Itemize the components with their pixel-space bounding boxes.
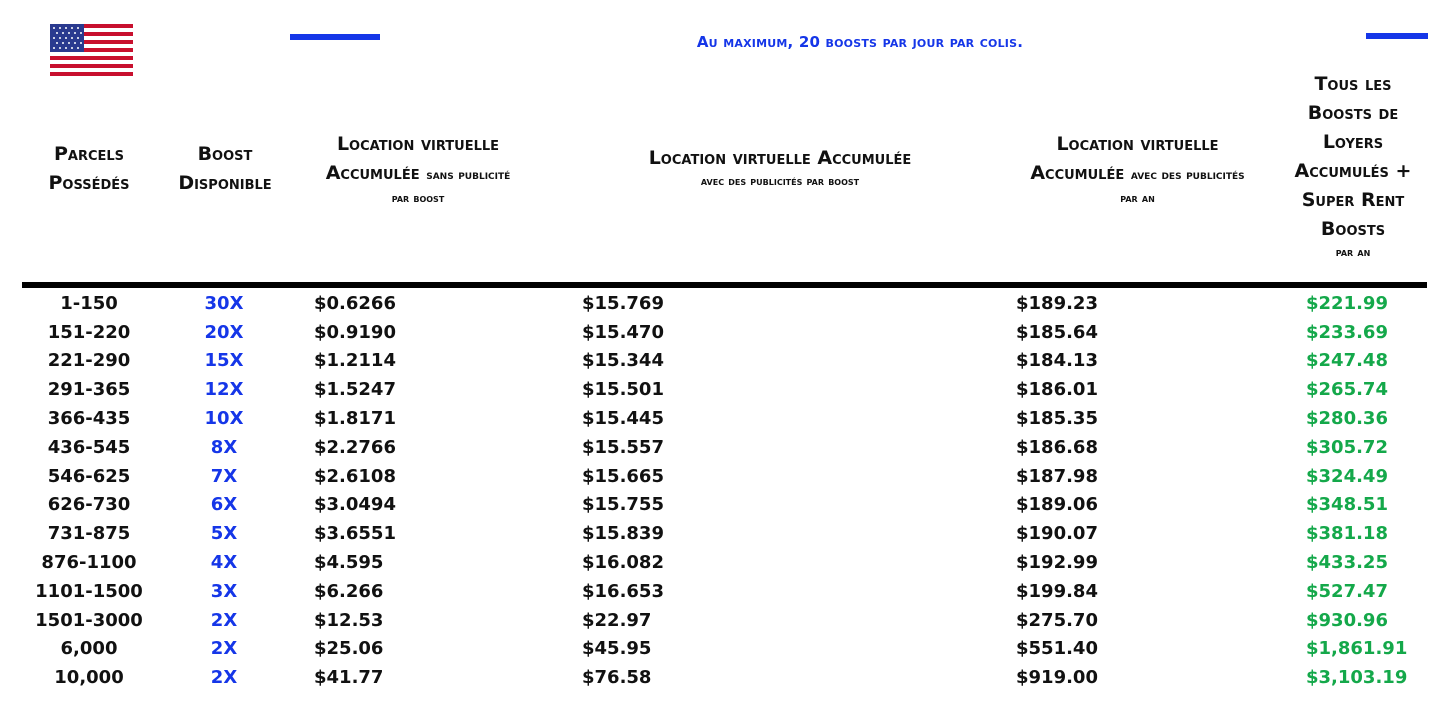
cell-location-ads-year: $186.68 xyxy=(1016,436,1098,458)
header-all-line3: Loyers xyxy=(1322,131,1384,153)
cell-parcels: 1501-3000 xyxy=(35,609,143,631)
header-loc3-inline: avec des publicités xyxy=(1130,168,1245,183)
header-parcels-line1: Parcels xyxy=(53,143,125,165)
cell-location-ads-year: $184.13 xyxy=(1016,350,1098,372)
table-row xyxy=(22,462,1427,491)
rent-table-body xyxy=(22,289,1427,692)
cell-location-ads-year: $199.84 xyxy=(1016,580,1098,602)
cell-boost: 7X xyxy=(210,465,238,487)
header-all-line4: Accumulés + xyxy=(1294,160,1412,182)
cell-location-ads-boost: $15.755 xyxy=(582,494,664,516)
cell-location-no-ads: $1.5247 xyxy=(314,379,396,401)
cell-all-boosts-year: $527.47 xyxy=(1306,580,1388,602)
cell-boost: 20X xyxy=(204,321,244,343)
table-row xyxy=(22,635,1427,664)
header-all-boosts xyxy=(1278,70,1428,260)
cell-parcels: 1101-1500 xyxy=(35,580,143,602)
cell-boost: 8X xyxy=(210,436,238,458)
cell-boost: 6X xyxy=(210,494,238,516)
cell-boost: 15X xyxy=(204,350,244,372)
cell-all-boosts-year: $381.18 xyxy=(1306,523,1388,545)
cell-location-no-ads: $0.9190 xyxy=(314,321,396,343)
cell-location-no-ads: $1.8171 xyxy=(314,408,396,430)
cell-parcels: 291-365 xyxy=(47,379,131,401)
header-loc3-sub: par an xyxy=(1120,191,1155,205)
header-parcels-line2: Possédés xyxy=(48,172,130,194)
cell-location-ads-boost: $15.501 xyxy=(582,379,664,401)
cell-parcels: 546-625 xyxy=(47,465,131,487)
cell-location-no-ads: $41.77 xyxy=(314,667,384,689)
header-parcels xyxy=(22,140,156,198)
cell-boost: 3X xyxy=(210,580,238,602)
cell-all-boosts-year: $1,861.91 xyxy=(1306,638,1408,660)
cell-location-ads-boost: $76.58 xyxy=(582,667,652,689)
cell-location-ads-boost: $16.082 xyxy=(582,552,664,574)
cell-all-boosts-year: $233.69 xyxy=(1306,321,1388,343)
cell-location-ads-year: $185.35 xyxy=(1016,408,1098,430)
header-loc1-line2: Accumulée xyxy=(325,162,420,184)
header-loc1-inline: sans publicité xyxy=(426,168,511,183)
header-boost-line2: Disponible xyxy=(178,172,272,194)
accent-bar-left xyxy=(290,34,380,40)
cell-boost: 2X xyxy=(210,609,238,631)
cell-location-no-ads: $3.6551 xyxy=(314,523,396,545)
cell-location-no-ads: $3.0494 xyxy=(314,494,396,516)
cell-location-ads-year: $192.99 xyxy=(1016,552,1098,574)
boost-limit-notice: Au maximum, 20 boosts par jour par colis. xyxy=(696,33,1024,51)
cell-location-no-ads: $2.2766 xyxy=(314,436,396,458)
cell-parcels: 6,000 xyxy=(60,638,118,660)
cell-location-no-ads: $4.595 xyxy=(314,552,384,574)
cell-location-ads-boost: $16.653 xyxy=(582,580,664,602)
header-boost-line1: Boost xyxy=(197,143,253,165)
cell-location-ads-year: $919.00 xyxy=(1016,667,1098,689)
cell-parcels: 10,000 xyxy=(54,667,124,689)
cell-location-ads-year: $275.70 xyxy=(1016,609,1098,631)
header-location-no-ads xyxy=(298,130,538,206)
cell-location-ads-year: $190.07 xyxy=(1016,523,1098,545)
cell-all-boosts-year: $221.99 xyxy=(1306,292,1388,314)
cell-location-no-ads: $0.6266 xyxy=(314,292,396,314)
cell-location-ads-year: $185.64 xyxy=(1016,321,1098,343)
table-row xyxy=(22,663,1427,692)
cell-parcels: 876-1100 xyxy=(41,552,137,574)
cell-boost: 4X xyxy=(210,552,238,574)
table-row xyxy=(22,548,1427,577)
cell-boost: 2X xyxy=(210,638,238,660)
cell-parcels: 366-435 xyxy=(47,408,131,430)
header-loc1-line1: Location virtuelle xyxy=(336,133,500,155)
cell-all-boosts-year: $348.51 xyxy=(1306,494,1388,516)
header-location-ads-per-boost xyxy=(560,144,1000,189)
table-row xyxy=(22,347,1427,376)
table-row xyxy=(22,289,1427,318)
cell-parcels: 436-545 xyxy=(47,436,131,458)
cell-location-ads-year: $189.23 xyxy=(1016,292,1098,314)
cell-location-ads-year: $189.06 xyxy=(1016,494,1098,516)
table-row xyxy=(22,375,1427,404)
cell-all-boosts-year: $3,103.19 xyxy=(1306,667,1408,689)
cell-location-ads-boost: $15.665 xyxy=(582,465,664,487)
cell-parcels: 221-290 xyxy=(47,350,131,372)
cell-all-boosts-year: $265.74 xyxy=(1306,379,1388,401)
table-row xyxy=(22,577,1427,606)
us-flag-icon xyxy=(50,24,133,76)
header-all-sub: par an xyxy=(1335,245,1371,259)
cell-boost: 2X xyxy=(210,667,238,689)
cell-parcels: 626-730 xyxy=(47,494,131,516)
cell-location-no-ads: $2.6108 xyxy=(314,465,396,487)
cell-parcels: 1-150 xyxy=(60,292,118,314)
table-row xyxy=(22,433,1427,462)
table-row xyxy=(22,404,1427,433)
cell-location-ads-boost: $22.97 xyxy=(582,609,652,631)
cell-location-ads-year: $551.40 xyxy=(1016,638,1098,660)
cell-location-ads-boost: $15.344 xyxy=(582,350,664,372)
cell-location-no-ads: $12.53 xyxy=(314,609,384,631)
table-row xyxy=(22,606,1427,635)
cell-location-no-ads: $1.2114 xyxy=(314,350,396,372)
accent-bar-right xyxy=(1366,33,1428,39)
cell-all-boosts-year: $305.72 xyxy=(1306,436,1388,458)
cell-all-boosts-year: $930.96 xyxy=(1306,609,1388,631)
cell-location-no-ads: $6.266 xyxy=(314,580,384,602)
rent-table xyxy=(22,289,1427,692)
header-loc3-line1: Location virtuelle xyxy=(1056,133,1219,155)
cell-location-ads-boost: $15.769 xyxy=(582,292,664,314)
cell-location-ads-boost: $15.839 xyxy=(582,523,664,545)
cell-location-ads-boost: $15.557 xyxy=(582,436,664,458)
table-row xyxy=(22,491,1427,520)
header-all-line5: Super Rent xyxy=(1301,189,1405,211)
header-all-line2: Boosts de xyxy=(1307,102,1399,124)
cell-location-ads-boost: $15.445 xyxy=(582,408,664,430)
header-loc2-line1: Location virtuelle Accumulée xyxy=(648,147,912,169)
cell-location-ads-boost: $15.470 xyxy=(582,321,664,343)
header-boost xyxy=(160,140,290,198)
header-divider xyxy=(22,282,1427,288)
cell-location-no-ads: $25.06 xyxy=(314,638,384,660)
cell-all-boosts-year: $247.48 xyxy=(1306,350,1388,372)
header-all-line1: Tous les xyxy=(1314,73,1392,95)
cell-parcels: 731-875 xyxy=(47,523,131,545)
cell-all-boosts-year: $324.49 xyxy=(1306,465,1388,487)
header-loc1-sub: par boost xyxy=(391,191,445,205)
header-loc3-line2: Accumulée xyxy=(1030,162,1125,184)
header-loc2-sub: avec des publicités par boost xyxy=(700,174,860,188)
cell-location-ads-year: $186.01 xyxy=(1016,379,1098,401)
cell-location-ads-boost: $45.95 xyxy=(582,638,652,660)
cell-all-boosts-year: $280.36 xyxy=(1306,408,1388,430)
cell-boost: 10X xyxy=(204,408,244,430)
cell-parcels: 151-220 xyxy=(47,321,131,343)
table-row xyxy=(22,318,1427,347)
header-location-ads-per-year xyxy=(995,130,1280,206)
cell-boost: 12X xyxy=(204,379,244,401)
cell-location-ads-year: $187.98 xyxy=(1016,465,1098,487)
cell-boost: 30X xyxy=(204,292,244,314)
table-row xyxy=(22,519,1427,548)
header-all-line6: Boosts xyxy=(1320,218,1386,240)
cell-all-boosts-year: $433.25 xyxy=(1306,552,1388,574)
cell-boost: 5X xyxy=(210,523,238,545)
